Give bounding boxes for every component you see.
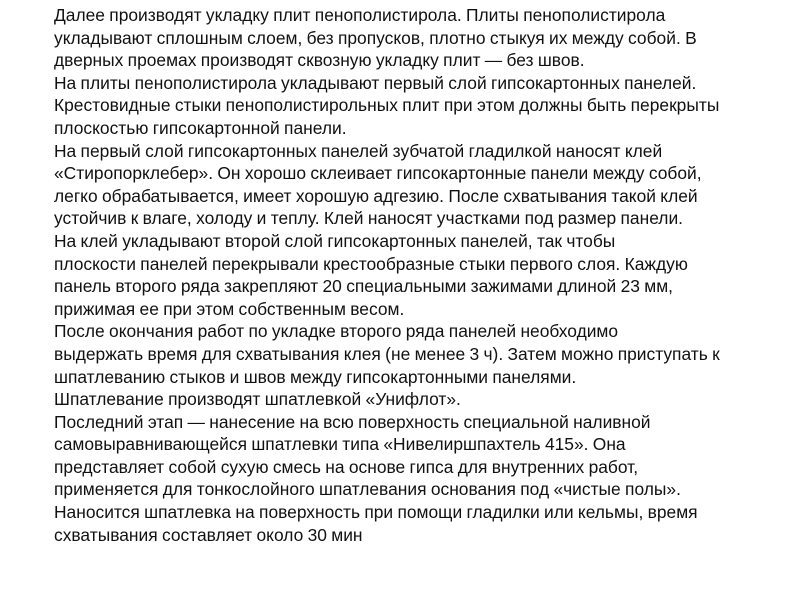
text-line: легко обрабатывается, имеет хорошую адгезию. После схватывания такой клей — [54, 185, 698, 206]
text-line: представляет собой сухую смесь на основе гипса для внутренних работ, — [54, 456, 639, 477]
document-body — [6, 4, 796, 546]
text-line: На клей укладывают второй слой гипсокартонных панелей, так чтобы — [54, 230, 616, 251]
paragraph-2 — [6, 72, 796, 140]
text-line: «Стиропорклебер». Он хорошо склеивает гипсокартонные панели между собой, — [54, 163, 702, 184]
paragraph-4 — [6, 230, 796, 320]
text-line: схватывания составляет около 30 мин — [54, 524, 363, 545]
text-line: дверных проемах производят сквозную укладку плит — без швов. — [54, 50, 585, 71]
text-line: устойчив к влаге, холоду и теплу. Клей наносят участками под размер панели. — [54, 208, 683, 229]
paragraph-3 — [6, 140, 796, 230]
text-line: Последний этап — нанесение на всю поверхность специальной наливной — [54, 411, 651, 432]
text-line: Наносится шпатлевка на поверхность при помощи гладилки или кельмы, время — [54, 502, 698, 523]
text-line: выдержать время для схватывания клея (не менее 3 ч). Затем можно приступать к — [54, 343, 720, 364]
text-line: На плиты пенополистирола укладывают первый слой гипсокартонных панелей. — [54, 72, 697, 93]
text-line: Далее производят укладку плит пенополистирола. Плиты пенополистирола — [54, 5, 666, 25]
paragraph-6 — [6, 388, 796, 411]
paragraph-7 — [6, 411, 796, 547]
text-line: шпатлеванию стыков и швов между гипсокартонными панелями. — [54, 366, 577, 387]
text-line: самовыравнивающейся шпатлевки типа «Нивелиршпахтель 415». Она — [54, 434, 626, 455]
text-line: На первый слой гипсокартонных панелей зубчатой гладилкой наносят клей — [54, 140, 663, 161]
paragraph-1 — [6, 4, 796, 72]
text-line: панель второго ряда закрепляют 20 специальными зажимами длиной 23 мм, — [54, 276, 674, 297]
text-line: плоскостью гипсокартонной панели. — [54, 117, 347, 138]
text-line: укладывают сплошным слоем, без пропусков, плотно стыкуя их между собой. В — [54, 27, 697, 48]
text-line: Шпатлевание производят шпатлевкой «Унифлот». — [54, 389, 461, 410]
paragraph-5 — [6, 320, 796, 388]
text-line: прижимая ее при этом собственным весом. — [54, 298, 405, 319]
text-line: плоскости панелей перекрывали крестообразные стыки первого слоя. Каждую — [54, 253, 688, 274]
text-line: применяется для тонкослойного шпатлевания основания под «чистые полы». — [54, 479, 681, 500]
text-line: После окончания работ по укладке второго ряда панелей необходимо — [54, 321, 619, 342]
text-line: Крестовидные стыки пенополистирольных плит при этом должны быть перекрыты — [54, 95, 720, 116]
